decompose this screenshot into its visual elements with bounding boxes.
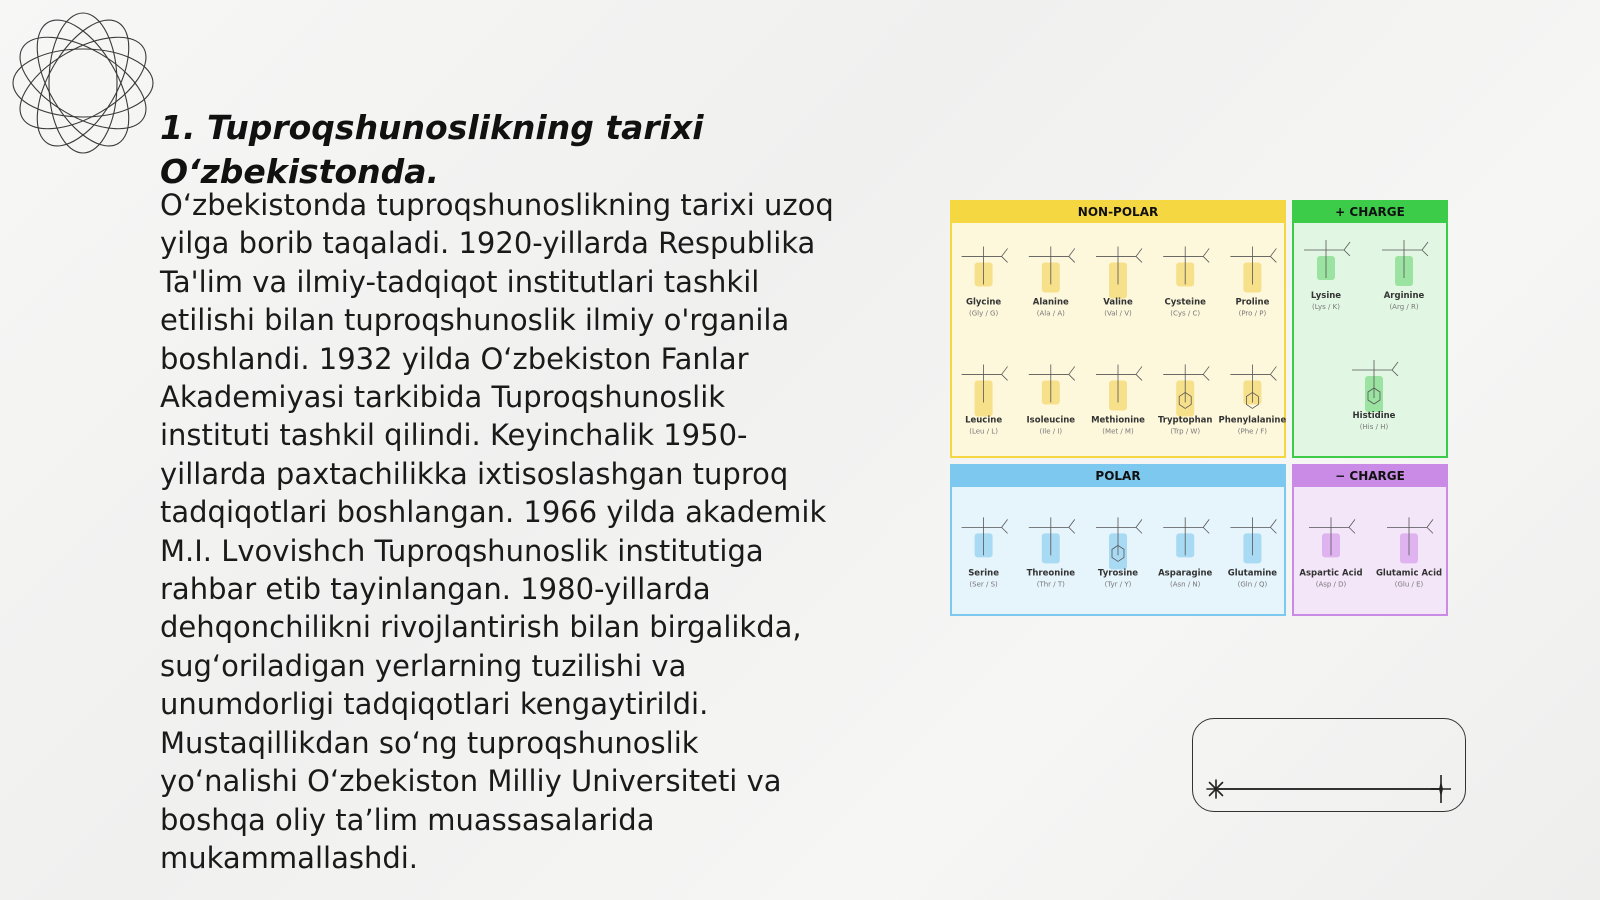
amino-acid-chart [950, 200, 1450, 618]
chart-panel-charge [1293, 201, 1447, 457]
amino-acid-code: (Thr / T) [1036, 580, 1065, 589]
amino-acid-code: (Pro / P) [1238, 309, 1267, 318]
amino-acid-name: Cysteine [1164, 297, 1206, 308]
amino-acid-name: Leucine [965, 415, 1003, 426]
amino-acid-name: Tyrosine [1097, 568, 1139, 579]
amino-acid-name: Glutamic Acid [1375, 568, 1443, 579]
amino-acid-name: Proline [1235, 297, 1270, 308]
amino-acid-code: (Ile / I) [1039, 427, 1063, 436]
amino-acid-name: Asparagine [1158, 568, 1213, 579]
amino-acid-code: (Ser / S) [969, 580, 998, 589]
amino-acid-code: (Tyr / Y) [1104, 580, 1132, 589]
amino-acid-name: Valine [1103, 297, 1133, 308]
panel-header-label: − CHARGE [1335, 469, 1405, 483]
amino-acid-name: Methionine [1091, 415, 1145, 426]
amino-acid-name: Aspartic Acid [1299, 568, 1363, 579]
amino-acid-name: Glutamine [1227, 568, 1278, 579]
amino-acid-name: Glycine [965, 297, 1002, 308]
amino-acid-name: Threonine [1026, 568, 1076, 579]
chart-panel-charge [1293, 465, 1447, 615]
amino-acid-code: (Val / V) [1104, 309, 1132, 318]
amino-acid-name: Histidine [1352, 411, 1396, 421]
slider-track[interactable] [1217, 788, 1441, 790]
amino-acid-code: (Ala / A) [1036, 309, 1065, 318]
amino-acid-name: Arginine [1383, 291, 1425, 301]
panel-frame [1293, 465, 1447, 615]
amino-acid-name: Lysine [1310, 291, 1342, 301]
panel-header-label: NON-POLAR [1077, 205, 1159, 219]
amino-acid-code: (Lys / K) [1312, 303, 1340, 311]
amino-acid-code: (Phe / F) [1237, 427, 1268, 436]
chart-panel-non-polar [951, 201, 1286, 457]
panel-header-label: + CHARGE [1335, 205, 1405, 219]
amino-acid-code: (Leu / L) [969, 427, 998, 436]
chart-panel-polar [951, 465, 1285, 615]
amino-acid-name: Isoleucine [1026, 415, 1076, 426]
amino-acid-code: (Trp / W) [1170, 427, 1201, 436]
amino-acid-code: (Arg / R) [1389, 303, 1419, 311]
amino-acid-code: (Glu / E) [1394, 580, 1424, 589]
panel-header-label: POLAR [1095, 469, 1141, 483]
amino-acid-code: (Asp / D) [1315, 580, 1347, 589]
amino-acid-name: Serine [968, 568, 1000, 579]
amino-acid-code: (Met / M) [1102, 427, 1134, 436]
amino-acid-code: (Cys / C) [1170, 309, 1201, 318]
slider-end-marker-icon[interactable] [1429, 775, 1453, 803]
media-slider-box[interactable] [1192, 718, 1466, 812]
orbit-rings-decoration [8, 8, 158, 158]
amino-acid-name: Phenylalanine [1218, 415, 1287, 426]
amino-acid-code: (Gln / Q) [1237, 580, 1268, 589]
amino-acid-name: Tryptophan [1157, 415, 1213, 426]
amino-acid-code: (Gly / G) [968, 309, 999, 318]
slide-body-text: O‘zbekistonda tuproqshunoslikning tarixi uzoq yilga borib taqaladi. 1920-yillarda Respublika Ta'lim va ilmiy-tadqiqot institutlari tashkil etilishi bilan tuproqshunoslik ilmiy o'rganila boshlandi. 1932 yilda O‘zbekiston Fanlar Akademiyasi tarkibida Tuproqshunoslik instituti tashkil qilindi. Keyinchalik 1950-yillarda paxtachilikka ixtisoslashgan tuproq tadqiqotlari boshlangan. 1966 yilda akademik M.I. Lvovishch Tuproqshunoslik institutiga rahbar etib tayinlangan. 1980-yillarda dehqonchilikni rivojlantirish bilan birgalikda, sug‘oriladigan yerlarning tuzilishi va unumdorligi tadqiqotlari kengaytirildi. Mustaqillikdan so‘ng tuproqshunoslik yo‘nalishi O‘zbekiston Milliy Universiteti va boshqa oliy ta’lim muassasalarida mukammallashdi. [160, 188, 834, 875]
amino-acid-name: Alanine [1032, 297, 1069, 308]
amino-acid-code: (His / H) [1359, 423, 1389, 431]
slide-title: 1. Tuproqshunoslikning tarixi O‘zbekistonda. [160, 108, 704, 191]
amino-acid-code: (Asn / N) [1170, 580, 1201, 589]
